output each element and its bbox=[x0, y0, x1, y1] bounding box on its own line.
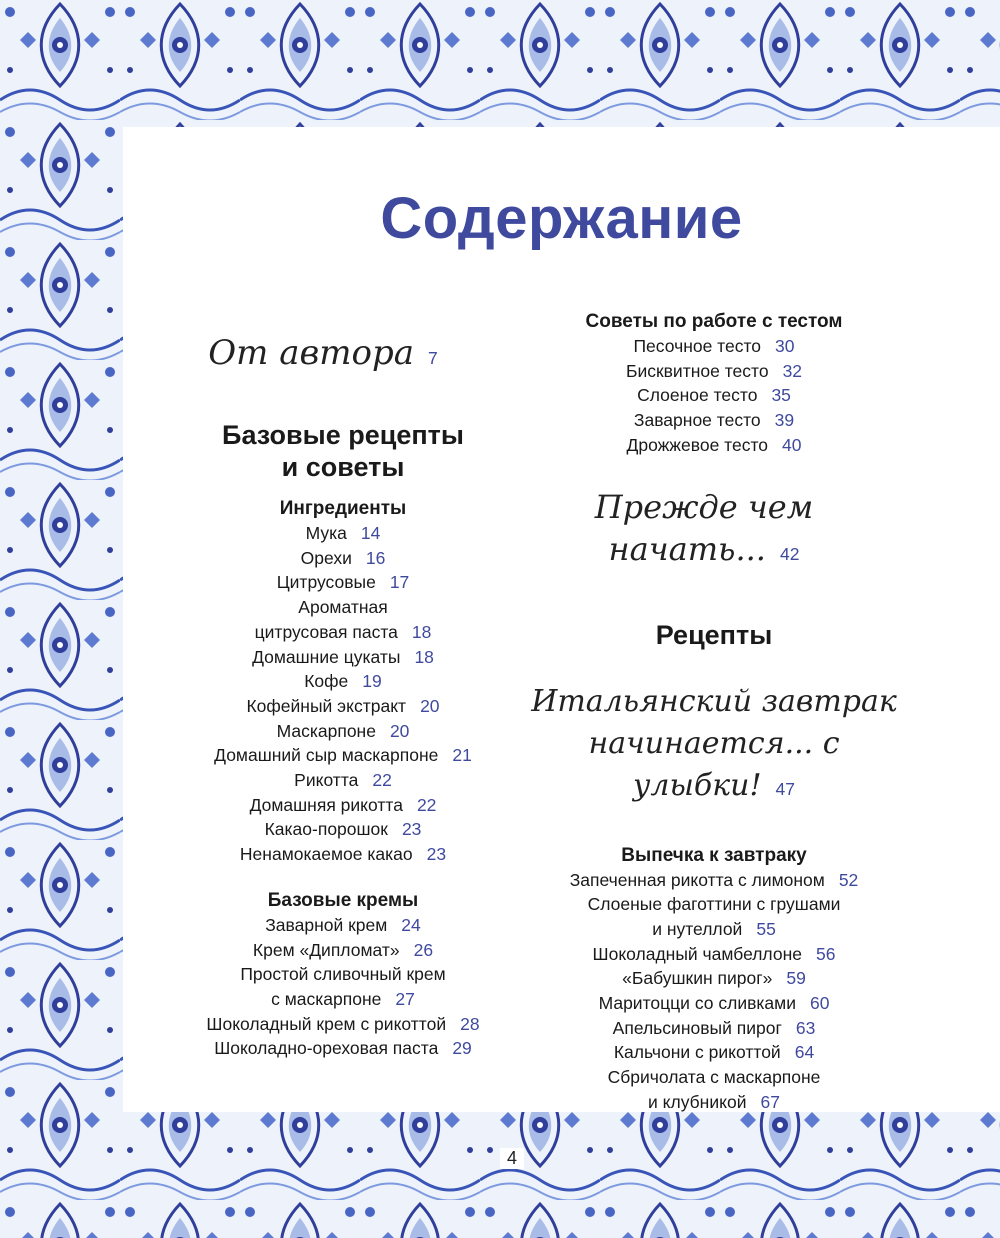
toc-entry[interactable] bbox=[143, 793, 543, 818]
page-ref: 64 bbox=[794, 1042, 815, 1063]
page-ref: 20 bbox=[389, 720, 410, 741]
toc-entry[interactable] bbox=[143, 938, 543, 963]
entry-label: цитрусовая паста bbox=[254, 621, 398, 642]
entry-label: и клубникой bbox=[648, 1091, 747, 1112]
entry-label: Какао-порошок bbox=[264, 819, 388, 840]
ingredients-list bbox=[143, 521, 543, 867]
toc-breakfast-intro[interactable] bbox=[523, 681, 905, 810]
entry-label: с маскарпоне bbox=[271, 988, 382, 1009]
toc-entry[interactable] bbox=[143, 669, 543, 694]
page-ref: 63 bbox=[795, 1017, 816, 1038]
toc-entry[interactable] bbox=[143, 962, 543, 987]
creams-list bbox=[143, 913, 543, 1061]
toc-entry[interactable] bbox=[523, 868, 905, 893]
entry-label: Маскарпоне bbox=[276, 720, 376, 741]
toc-entry[interactable] bbox=[143, 1012, 543, 1037]
toc-entry[interactable] bbox=[143, 987, 543, 1012]
section-heading: Базовые рецепты bbox=[222, 420, 464, 450]
entry-label: Сбричолата с маскарпоне bbox=[607, 1067, 821, 1088]
entry-label: Запеченная рикотта с лимоном bbox=[569, 869, 825, 890]
page-ref: 40 bbox=[782, 434, 802, 455]
toc-entry[interactable] bbox=[523, 1065, 905, 1090]
toc-entry[interactable] bbox=[523, 966, 905, 991]
entry-label: Домашняя рикотта bbox=[249, 794, 403, 815]
toc-entry[interactable] bbox=[143, 768, 543, 793]
entry-label: Рикотта bbox=[294, 770, 359, 791]
page-ref: 24 bbox=[401, 914, 421, 935]
page-ref: 55 bbox=[756, 918, 776, 939]
toc-entry[interactable] bbox=[143, 1036, 543, 1061]
page-ref: 16 bbox=[365, 547, 386, 568]
entry-label: Дрожжевое тесто bbox=[626, 434, 769, 455]
subsection-heading: Выпечка к завтраку bbox=[621, 844, 807, 866]
toc-entry[interactable] bbox=[523, 1040, 905, 1065]
page-ref: 30 bbox=[775, 336, 795, 356]
page-ref: 47 bbox=[775, 778, 795, 799]
toc-entry[interactable] bbox=[143, 546, 543, 571]
page-ref: 18 bbox=[411, 621, 432, 642]
page-ref: 28 bbox=[460, 1013, 480, 1034]
entry-label: Мука bbox=[305, 523, 347, 543]
toc-entry[interactable] bbox=[143, 620, 543, 645]
page-ref: 29 bbox=[452, 1038, 472, 1059]
page-ref: 52 bbox=[838, 869, 859, 890]
entry-label: Апельсиновый пирог bbox=[612, 1017, 782, 1038]
toc-before[interactable] bbox=[503, 486, 905, 575]
toc-entry[interactable] bbox=[143, 719, 543, 744]
toc-entry[interactable] bbox=[143, 570, 543, 595]
entry-label: Орехи bbox=[300, 547, 352, 568]
entry-label: Кофе bbox=[304, 671, 349, 692]
toc-entry[interactable] bbox=[143, 645, 543, 670]
section-heading: Рецепты bbox=[655, 619, 773, 650]
page-ref: 23 bbox=[401, 819, 422, 840]
entry-label: Бисквитное тесто bbox=[625, 360, 769, 381]
toc-entry[interactable] bbox=[523, 1016, 905, 1041]
entry-label: Маритоцци со сливками bbox=[598, 993, 796, 1014]
toc-entry[interactable] bbox=[523, 1090, 905, 1115]
entry-label: Шоколадный чамбеллоне bbox=[592, 943, 802, 964]
toc-entry[interactable] bbox=[523, 892, 905, 917]
entry-label: «Бабушкин пирог» bbox=[622, 968, 773, 989]
entry-label: Слоеные фаготтини с грушами bbox=[587, 894, 841, 915]
page-ref: 17 bbox=[389, 572, 410, 593]
page-ref: 59 bbox=[786, 968, 806, 989]
page-ref: 18 bbox=[414, 646, 434, 667]
toc-entry[interactable] bbox=[523, 359, 905, 384]
toc-entry[interactable] bbox=[523, 334, 905, 359]
toc-entry[interactable] bbox=[143, 521, 543, 546]
entry-label: Шоколадный крем с рикоттой bbox=[206, 1013, 447, 1034]
page-number: 4 bbox=[500, 1148, 524, 1169]
toc-entry[interactable] bbox=[143, 743, 543, 768]
toc-entry[interactable] bbox=[523, 917, 905, 942]
page-ref: 32 bbox=[782, 360, 803, 381]
page-ref: 67 bbox=[760, 1091, 780, 1112]
before-label: Прежде чем начать... bbox=[594, 487, 814, 568]
page-ref: 19 bbox=[362, 671, 382, 692]
entry-label: Домашние цукаты bbox=[252, 646, 401, 667]
toc-entry[interactable] bbox=[143, 694, 543, 719]
page-ref: 26 bbox=[413, 939, 434, 960]
page-ref: 22 bbox=[372, 770, 392, 791]
entry-label: Цитрусовые bbox=[276, 572, 376, 593]
page-ref: 23 bbox=[426, 844, 447, 865]
page-ref: 56 bbox=[815, 943, 836, 964]
toc-entry[interactable] bbox=[143, 595, 543, 620]
page-ref: 42 bbox=[779, 543, 800, 564]
entry-label: Заварное тесто bbox=[633, 410, 761, 431]
toc-entry[interactable] bbox=[523, 383, 905, 408]
entry-label: Заварной крем bbox=[265, 914, 388, 935]
page-ref: 7 bbox=[428, 348, 438, 368]
toc-author[interactable] bbox=[103, 332, 543, 379]
entry-label: Ароматная bbox=[298, 597, 388, 618]
section-heading: и советы bbox=[281, 452, 405, 482]
entry-label: Кофейный экстракт bbox=[246, 695, 407, 716]
subsection-heading: Ингредиенты bbox=[279, 498, 407, 519]
page-ref: 35 bbox=[771, 385, 791, 406]
subsection-heading: Советы по работе с тестом bbox=[585, 311, 843, 332]
dough-list bbox=[523, 334, 905, 458]
breakfast-line1: Итальянский завтрак bbox=[531, 683, 897, 719]
author-label: От автора bbox=[208, 333, 414, 373]
entry-label: Домашний сыр маскарпоне bbox=[214, 745, 439, 766]
pastry-list bbox=[523, 868, 905, 1115]
toc-entry[interactable] bbox=[523, 942, 905, 967]
entry-label: и нутеллой bbox=[652, 918, 743, 939]
left-column bbox=[143, 332, 543, 1061]
page-ref: 27 bbox=[395, 988, 415, 1009]
page-ref: 21 bbox=[452, 745, 472, 766]
toc-entry[interactable] bbox=[143, 817, 543, 842]
subsection-heading: Базовые кремы bbox=[267, 889, 419, 911]
toc-entry[interactable] bbox=[523, 991, 905, 1016]
entry-label: Ненамокаемое какао bbox=[239, 844, 413, 865]
page-ref: 20 bbox=[420, 695, 440, 716]
toc-entry[interactable] bbox=[523, 408, 905, 433]
toc-entry[interactable] bbox=[143, 842, 543, 867]
entry-label: Песочное тесто bbox=[633, 336, 762, 356]
breakfast-line2: начинается... с улыбки! bbox=[588, 725, 840, 803]
page-ref: 60 bbox=[809, 993, 830, 1014]
right-column bbox=[523, 310, 905, 1115]
page-ref: 39 bbox=[774, 410, 795, 431]
entry-label: Кальчони с рикоттой bbox=[613, 1042, 781, 1063]
page-title: Содержание bbox=[380, 186, 743, 251]
page-ref: 22 bbox=[416, 794, 437, 815]
content-panel bbox=[123, 127, 1000, 1112]
page-ref: 14 bbox=[360, 523, 381, 543]
toc-entry[interactable] bbox=[143, 913, 543, 938]
entry-label: Шоколадно-ореховая паста bbox=[214, 1038, 439, 1059]
entry-label: Простой сливочный крем bbox=[240, 964, 446, 985]
entry-label: Крем «Дипломат» bbox=[252, 939, 400, 960]
toc-entry[interactable] bbox=[523, 433, 905, 458]
entry-label: Слоеное тесто bbox=[637, 385, 758, 406]
